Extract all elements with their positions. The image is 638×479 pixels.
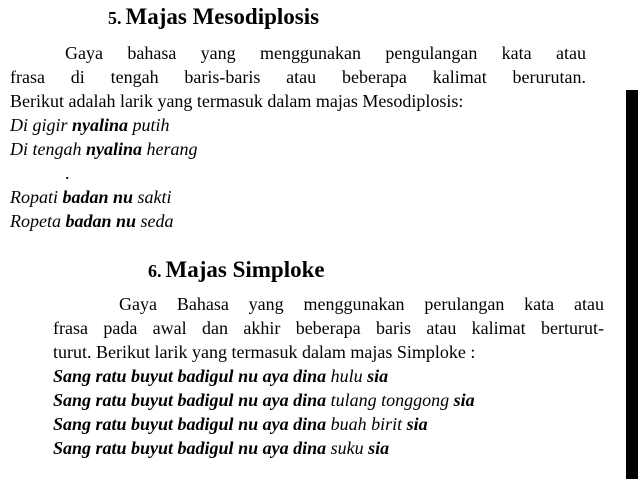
example-text: Ropati: [10, 187, 63, 207]
example-separator: .: [65, 163, 70, 183]
repeated-start: Sang ratu buyut badigul nu aya dina: [53, 366, 331, 386]
example-text: hulu: [330, 366, 363, 386]
repeated-start: Sang ratu buyut badigul nu aya dina: [53, 438, 331, 458]
example-line: [53, 412, 475, 436]
example-line: [10, 209, 198, 233]
repeated-start: Sang ratu buyut badigul nu aya dina: [53, 390, 331, 410]
example-text: Di tengah: [10, 139, 86, 159]
example-text: Ropeta: [10, 211, 66, 231]
example-text: sakti: [133, 187, 172, 207]
section5-title: Majas Mesodiplosis: [125, 4, 320, 29]
section5-description-line: frasa di tengah baris-baris atau beberapa kalimat berurutan.: [10, 67, 586, 87]
repeated-word: nyalina: [86, 139, 143, 159]
example-text: Di gigir: [10, 115, 73, 135]
section6-description: [53, 292, 604, 364]
example-text: herang: [142, 139, 198, 159]
section6-number: 6.: [148, 261, 162, 281]
section6-title: Majas Simploke: [165, 257, 325, 282]
section6-description-line: frasa pada awal dan akhir beberapa baris atau kalimat berturut-: [53, 318, 604, 338]
section6-description-line: Gaya Bahasa yang menggunakan perulangan kata atau: [119, 294, 604, 314]
repeated-word: nyalina: [72, 115, 129, 135]
example-line: [10, 137, 198, 161]
section5-description: [10, 41, 586, 113]
accent-bar: [626, 90, 638, 479]
section5-number: 5.: [108, 8, 122, 28]
example-text: seda: [136, 211, 174, 231]
repeated-end: sia: [402, 414, 428, 434]
section5-examples: [10, 113, 198, 233]
repeated-end: sia: [449, 390, 475, 410]
example-line: [10, 113, 198, 137]
repeated-word: badan nu: [65, 211, 137, 231]
repeated-end: sia: [362, 366, 389, 386]
example-line: [53, 364, 475, 388]
example-text: suku: [330, 438, 364, 458]
repeated-start: Sang ratu buyut badigul nu aya dina: [53, 414, 331, 434]
section6-description-line: turut. Berikut larik yang termasuk dalam majas Simploke :: [53, 342, 476, 362]
section5-heading: [108, 4, 319, 30]
repeated-word: badan nu: [62, 187, 134, 207]
section6-heading: [148, 257, 325, 283]
section5-description-line: Gaya bahasa yang menggunakan pengulangan kata atau: [65, 43, 586, 63]
example-line: [10, 185, 198, 209]
repeated-end: sia: [363, 438, 390, 458]
example-text: putih: [128, 115, 170, 135]
example-text: buah birit: [330, 414, 403, 434]
section5-description-line: Berikut adalah larik yang termasuk dalam majas Mesodiplosis:: [10, 91, 464, 111]
example-line: [53, 388, 475, 412]
example-line: [53, 436, 475, 460]
section6-examples: [53, 364, 475, 460]
example-text: tulang tonggong: [330, 390, 450, 410]
